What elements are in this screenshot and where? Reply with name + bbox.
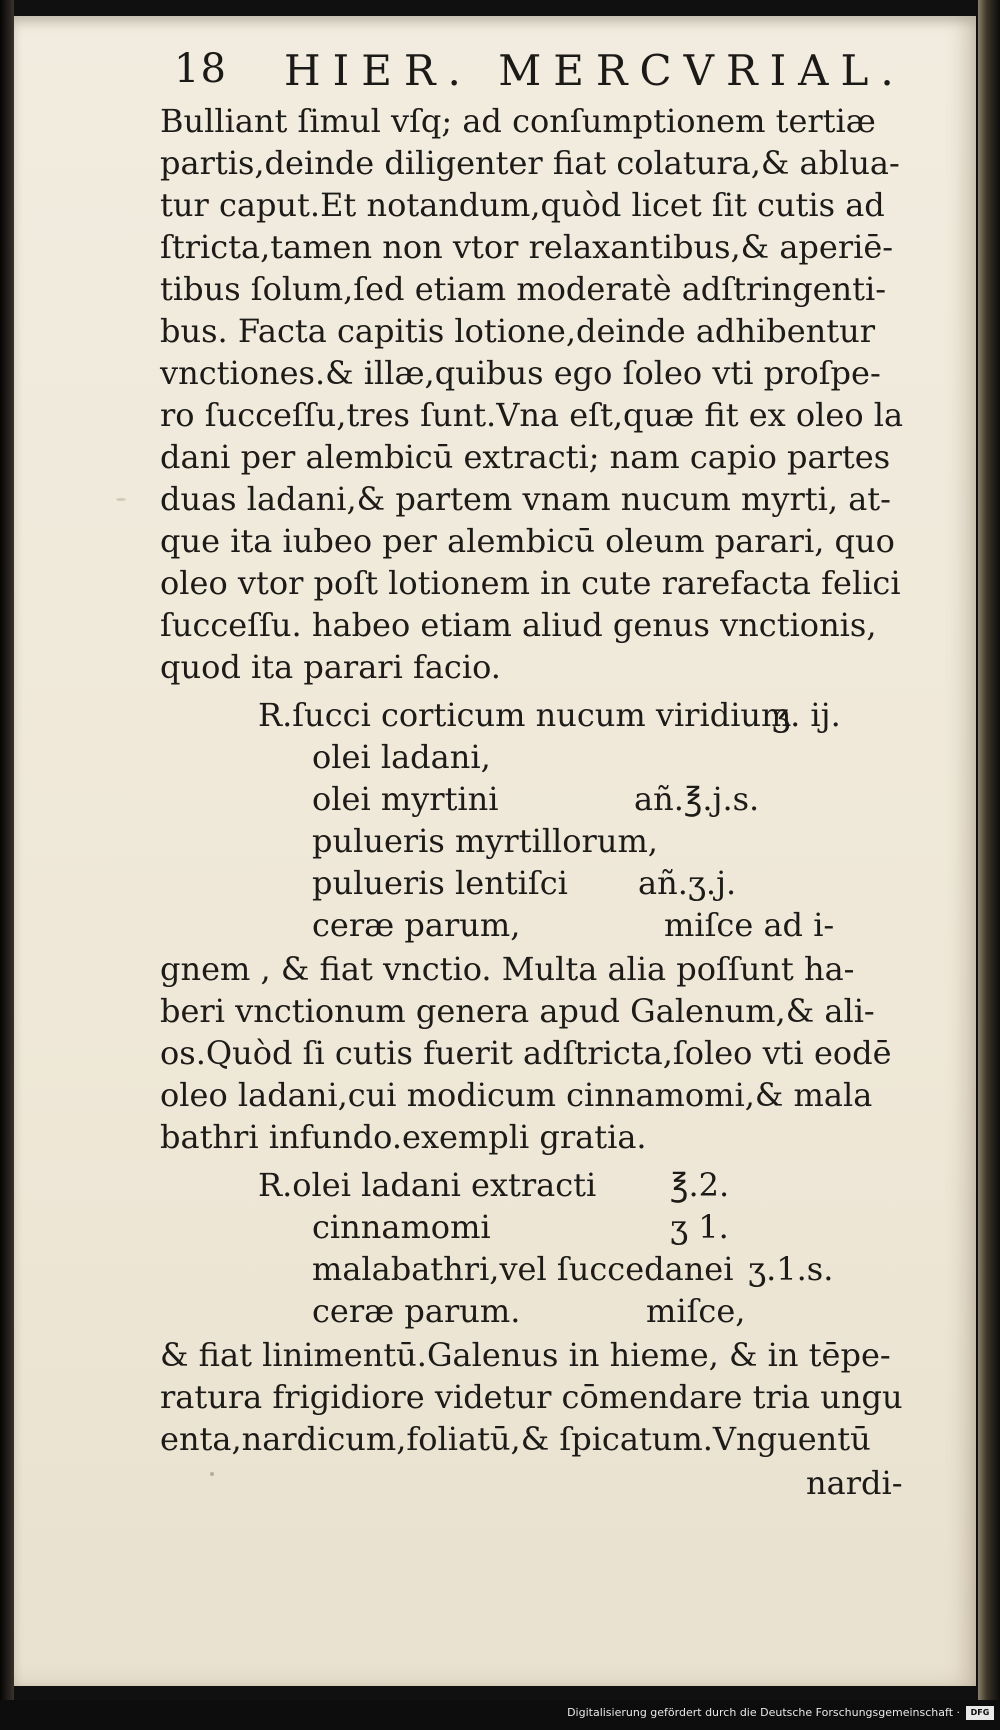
text-line: bathri infundo.exempli gratia. xyxy=(160,1118,647,1156)
text-line: ſucceſſu. habeo etiam aliud genus vnctionis, xyxy=(160,606,877,644)
recipe-dose: ʒ.1.s. xyxy=(748,1250,834,1288)
page-number: 18 xyxy=(174,46,227,92)
text-line: beri vnctionum genera apud Galenum,& ali- xyxy=(160,992,875,1030)
recipe-ingredient: olei myrtini xyxy=(312,780,499,818)
text-line: & fiat linimentū.Galenus in hieme, & in tēpe- xyxy=(160,1336,891,1374)
recipe-lead: R.ſucci corticum nucum viridium xyxy=(258,696,792,734)
recipe-ingredient: pulueris myrtillorum, xyxy=(312,822,658,860)
text-line: que ita iubeo per alembicū oleum parari, quo xyxy=(160,522,895,560)
recipe-dose: miſce, xyxy=(646,1292,746,1330)
text-line: gnem , & fiat vnctio. Multa alia poſſunt ha- xyxy=(160,950,855,988)
recipe-dose: ʒ. ij. xyxy=(772,696,841,734)
text-line: enta,nardicum,foliatū,& ſpicatum.Vnguentū xyxy=(160,1420,871,1458)
text-line: partis,deinde diligenter fiat colatura,& ablua- xyxy=(160,144,900,182)
recipe-ingredient: pulueris lentiſci xyxy=(312,864,568,902)
text-line: bus. Facta capitis lotione,deinde adhibentur xyxy=(160,312,876,350)
dfg-logo: DFG xyxy=(966,1706,994,1720)
recipe-ingredient: malabathri,vel ſuccedanei xyxy=(312,1250,734,1288)
text-line: duas ladani,& partem vnam nucum myrti, at- xyxy=(160,480,891,518)
running-head: HIER. MERCVRIAL. xyxy=(284,46,906,95)
paper-speck xyxy=(116,498,126,501)
text-line: oleo vtor poſt lotionem in cute rarefacta felici xyxy=(160,564,901,602)
recipe-ingredient: ceræ parum, xyxy=(312,906,521,944)
text-line: ro ſucceſſu,tres ſunt.Vna eſt,quæ fit ex oleo la xyxy=(160,396,904,434)
text-line: vnctiones.& illæ,quibus ego ſoleo vti proſpe- xyxy=(160,354,881,392)
book-page xyxy=(14,16,976,1686)
text-line: os.Quòd ſi cutis fuerit adſtricta,ſoleo vti eodē xyxy=(160,1034,892,1072)
recipe-dose: ℥.2. xyxy=(670,1166,730,1204)
paper-speck xyxy=(210,1472,214,1476)
text-line: Bulliant ſimul vſq; ad conſumptionem tertiæ xyxy=(160,102,876,140)
text-line: ſtricta,tamen non vtor relaxantibus,& aperiē- xyxy=(160,228,894,266)
footer-credit: Digitalisierung gefördert durch die Deutsche Forschungsgemeinschaft · xyxy=(567,1706,960,1719)
scan-frame-right xyxy=(978,0,1000,1730)
text-line: dani per alembicū extracti; nam capio partes xyxy=(160,438,891,476)
digitization-footer xyxy=(0,1700,1000,1730)
scan-frame-left xyxy=(0,0,14,1730)
recipe-ingredient: cinnamomi xyxy=(312,1208,491,1246)
recipe-lead: R.olei ladani extracti xyxy=(258,1166,597,1204)
text-line: ratura frigidiore videtur cōmendare tria ungu xyxy=(160,1378,903,1416)
recipe-dose: ʒ 1. xyxy=(670,1208,729,1246)
recipe-ingredient: olei ladani, xyxy=(312,738,491,776)
recipe-dose: añ.ʒ.j. xyxy=(638,864,737,902)
text-line: tibus ſolum,ſed etiam moderatè adſtringenti- xyxy=(160,270,887,308)
text-line: oleo ladani,cui modicum cinnamomi,& mala xyxy=(160,1076,873,1114)
recipe-dose: añ.℥.j.s. xyxy=(634,780,760,818)
catchword: nardi- xyxy=(806,1464,903,1502)
text-line: tur caput.Et notandum,quòd licet ſit cutis ad xyxy=(160,186,885,224)
recipe-dose: miſce ad i- xyxy=(664,906,835,944)
recipe-ingredient: ceræ parum. xyxy=(312,1292,521,1330)
text-line: quod ita parari facio. xyxy=(160,648,501,686)
